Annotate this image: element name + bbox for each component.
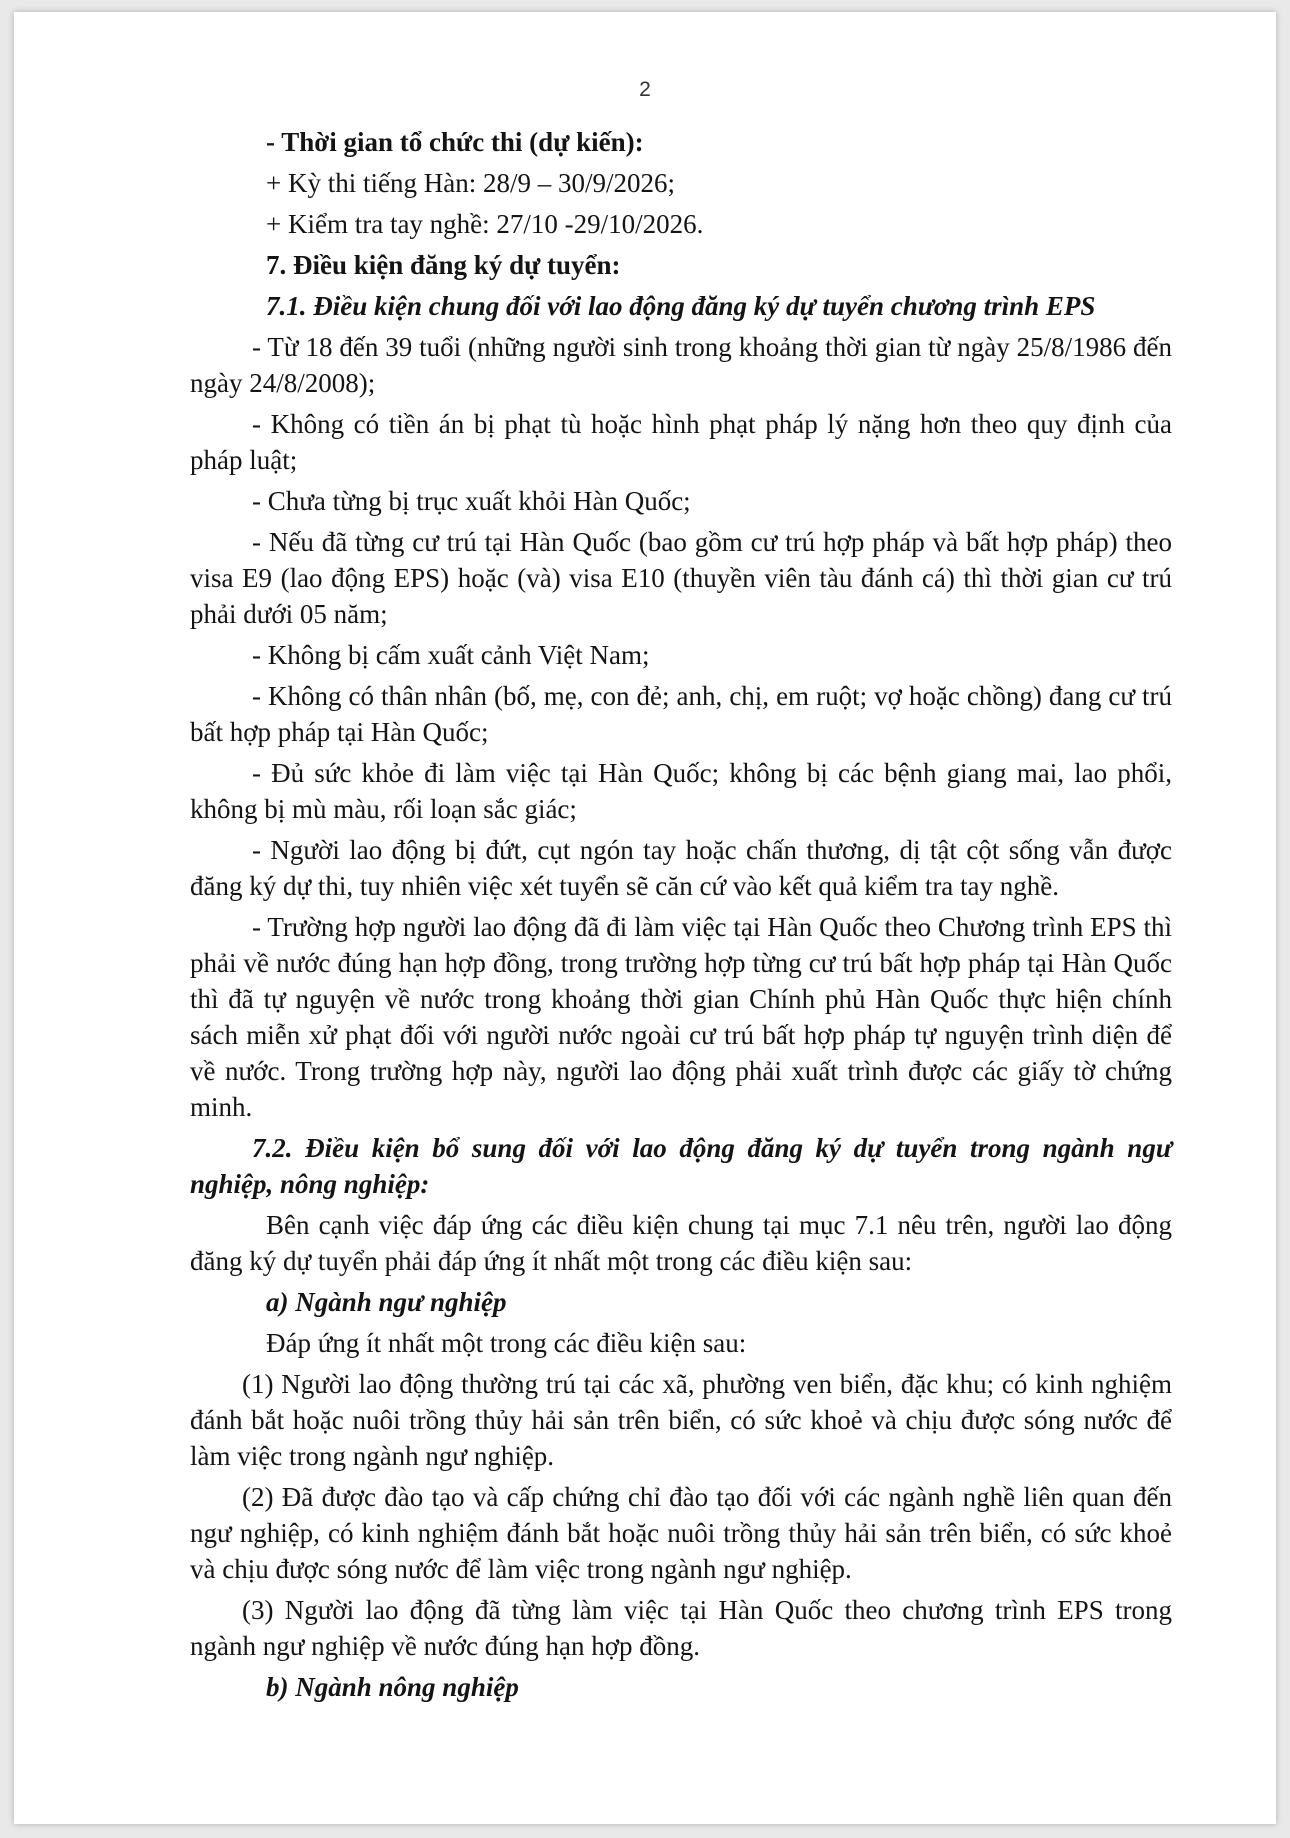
paragraph: a) Ngành ngư nghiệp: [266, 1287, 507, 1317]
paragraph: - Không bị cấm xuất cảnh Việt Nam;: [252, 640, 650, 670]
document-body: [190, 124, 1172, 1710]
paragraph: (2) Đã được đào tạo và cấp chứng chỉ đào tạo đối với các ngành nghề liên quan đến ngư nghiệp, có kinh nghiệm đánh bắt hoặc nuôi trồng thủy hải sản trên biển, có sức khoẻ và chịu được sóng nước để làm việc trong ngành ngư nghiệp.: [190, 1482, 1172, 1584]
paragraph: - Trường hợp người lao động đã đi làm việc tại Hàn Quốc theo Chương trình EPS thì phải về nước đúng hạn hợp đồng, trong trường hợp từng cư trú bất hợp pháp tại Hàn Quốc thì đã tự nguyện về nước trong khoảng thời gian Chính phủ Hàn Quốc thực hiện chính sách miễn xử phạt đối với người nước ngoài cư trú bất hợp pháp tự nguyện trình diện để về nước. Trong trường hợp này, người lao động phải xuất trình được các giấy tờ chứng minh.: [190, 912, 1172, 1122]
paragraph: - Người lao động bị đứt, cụt ngón tay hoặc chấn thương, dị tật cột sống vẫn được đăng ký dự thi, tuy nhiên việc xét tuyển sẽ căn cứ vào kết quả kiểm tra tay nghề.: [190, 835, 1172, 901]
paragraph: (3) Người lao động đã từng làm việc tại Hàn Quốc theo chương trình EPS trong ngành ngư nghiệp về nước đúng hạn hợp đồng.: [190, 1595, 1172, 1661]
paragraph: 7. Điều kiện đăng ký dự tuyển:: [266, 250, 621, 280]
paragraph: + Kiểm tra tay nghề: 27/10 -29/10/2026.: [266, 209, 704, 239]
paragraph: b) Ngành nông nghiệp: [266, 1672, 519, 1702]
paragraph: - Chưa từng bị trục xuất khỏi Hàn Quốc;: [252, 486, 691, 516]
paragraph: - Đủ sức khỏe đi làm việc tại Hàn Quốc; không bị các bệnh giang mai, lao phổi, không bị mù màu, rối loạn sắc giác;: [190, 758, 1172, 824]
paragraph: - Không có tiền án bị phạt tù hoặc hình phạt pháp lý nặng hơn theo quy định của pháp luật;: [190, 409, 1172, 475]
paragraph: + Kỳ thi tiếng Hàn: 28/9 – 30/9/2026;: [266, 168, 675, 198]
paragraph: - Nếu đã từng cư trú tại Hàn Quốc (bao gồm cư trú hợp pháp và bất hợp pháp) theo visa E9 (lao động EPS) hoặc (và) visa E10 (thuyền viên tàu đánh cá) thì thời gian cư trú phải dưới 05 năm;: [190, 527, 1172, 629]
document-page: [14, 12, 1276, 1824]
paragraph: 7.2. Điều kiện bổ sung đối với lao động đăng ký dự tuyển trong ngành ngư nghiệp, nông nghiệp:: [190, 1133, 1172, 1199]
paragraph: - Thời gian tổ chức thi (dự kiến):: [266, 127, 644, 157]
paragraph: - Không có thân nhân (bố, mẹ, con đẻ; anh, chị, em ruột; vợ hoặc chồng) đang cư trú bất hợp pháp tại Hàn Quốc;: [190, 681, 1172, 747]
paragraph: (1) Người lao động thường trú tại các xã, phường ven biển, đặc khu; có kinh nghiệm đánh bắt hoặc nuôi trồng thủy hải sản trên biển, có sức khoẻ và chịu được sóng nước để làm việc trong ngành ngư nghiệp.: [190, 1369, 1172, 1471]
paragraph: - Từ 18 đến 39 tuổi (những người sinh trong khoảng thời gian từ ngày 25/8/1986 đến ngày 24/8/2008);: [190, 332, 1172, 398]
page-number: 2: [639, 78, 651, 101]
paragraph: Đáp ứng ít nhất một trong các điều kiện sau:: [266, 1328, 747, 1358]
paragraph: 7.1. Điều kiện chung đối với lao động đăng ký dự tuyển chương trình EPS: [266, 291, 1096, 321]
paragraph: Bên cạnh việc đáp ứng các điều kiện chung tại mục 7.1 nêu trên, người lao động đăng ký dự tuyển phải đáp ứng ít nhất một trong các điều kiện sau:: [190, 1210, 1172, 1276]
